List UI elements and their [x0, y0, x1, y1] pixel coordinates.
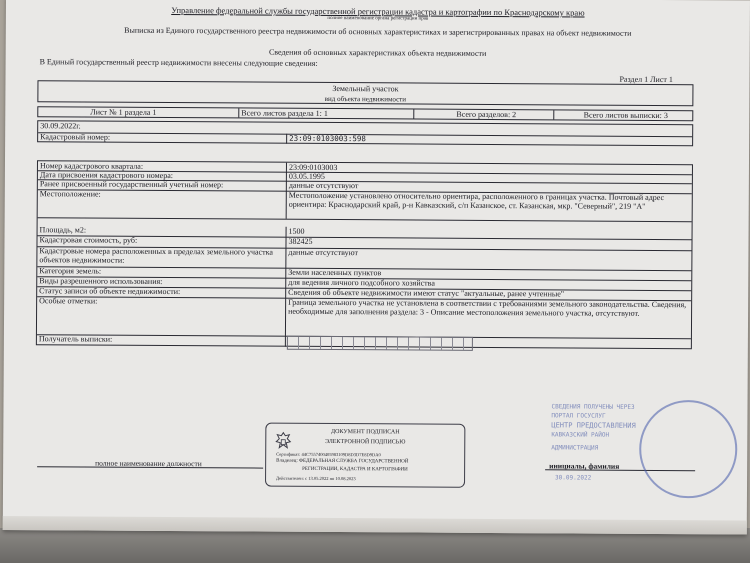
document-page	[3, 0, 750, 535]
cadastral-label: Кадастровый номер:	[40, 132, 111, 142]
sheet-number: Лист № 1 раздела 1	[90, 107, 157, 117]
stamp-certificate: Сертификат: 44С7557400405983109D8D3D7E8D9DA0	[276, 451, 381, 458]
row-label: Площадь, м2:	[39, 225, 87, 235]
seal-line-2: ПОРТАЛ ГОСУСЛУГ	[551, 412, 606, 420]
electronic-signature-stamp	[265, 423, 465, 488]
recipient-comb-field	[287, 336, 473, 351]
row-label: Кадастровые номера расположенных в пределах земельного участка объектов недвижимости:	[39, 246, 273, 265]
seal-line-5: АДМИНИСТРАЦИЯ	[551, 444, 599, 452]
stamp-title: ДОКУМЕНТ ПОДПИСАН	[331, 428, 400, 436]
row-value: данные отсутствуют	[285, 248, 690, 270]
total-pages: Всего листов выписки: 3	[553, 110, 697, 120]
table-row	[38, 189, 692, 222]
row-value: данные отсутствуют	[286, 181, 691, 193]
row-label: Дата присвоения кадастрового номера:	[39, 170, 174, 181]
row-label: Ранее присвоенный государственный учетный номер:	[39, 179, 224, 190]
intro-text: В Единый государственный реестр недвижимости внесены следующие сведения:	[39, 57, 318, 68]
characteristics-table	[36, 160, 693, 349]
row-value: 03.05.1995	[286, 172, 691, 183]
seal-date: 30.09.2022	[555, 474, 592, 482]
row-label: Особые отметки:	[39, 296, 98, 306]
row-value: для ведения личного подсобного хозяйства	[285, 278, 690, 290]
row-value: 382425	[285, 237, 690, 250]
total-sheets: Всего листов раздела 1: 1	[238, 108, 413, 118]
row-label: Получатель выписки:	[38, 334, 113, 344]
round-seal	[639, 400, 738, 499]
issuing-organization: Управление федеральной службы государственной регистрации кадастра и картографии по Краснодарскому краю	[171, 5, 585, 18]
stamp-subtitle: ЭЛЕКТРОННОЙ ПОДПИСЬЮ	[325, 438, 406, 446]
row-label: Номер кадастрового квартала:	[39, 161, 144, 171]
row-value: 23:09:0103003	[286, 163, 691, 174]
row-value: Местоположение установлено относительно ориентира, расположенного в границах участка. Почтовый адрес ориентира: Краснодарский край, р-н Кавказский, с/п Казанское, ст. Казанская, мкр. "Северный", 219 "А"	[286, 191, 691, 221]
row-value: 1500	[286, 227, 691, 239]
row-label: Виды разрешенного использования:	[39, 276, 163, 286]
stamp-owner: Владелец: ФЕДЕРАЛЬНАЯ СЛУЖБА ГОСУДАРСТВЕННОЙ	[276, 458, 409, 465]
sheet-info-bar	[37, 106, 693, 121]
section-title: Сведения об основных характеристиках объекта недвижимости	[268, 47, 487, 58]
document-title: Выписка из Единого государственного реестра недвижимости об основных характеристиках и зарегистрированных правах на объект недвижимости	[124, 25, 632, 38]
stamp-validity: Действителен: с 13.05.2022 по 10.08.2023	[276, 475, 356, 482]
name-caption: инициалы, фамилия	[549, 461, 620, 471]
extract-date: 30.09.2022г.	[40, 121, 81, 131]
row-label: Статус записи об объекте недвижимости:	[39, 286, 181, 297]
row-label: Кадастровая стоимость, руб:	[39, 235, 138, 245]
row-label: Местоположение:	[39, 189, 101, 199]
row-value: Граница земельного участка не установлена в соответствии с требованиями земельного законодательства. Сведения, необходимые для заполнения раздела: 3 - Описание местоположения земельного участка, отсутствуют.	[285, 298, 690, 338]
table-row	[37, 296, 691, 339]
cadastral-number: 23:09:0103003:598	[286, 134, 691, 146]
organization-caption: полное наименование органа регистрации прав	[327, 15, 429, 22]
date-cadastral-box	[37, 120, 693, 146]
object-type-box	[37, 80, 693, 106]
row-label: Категория земель:	[39, 266, 102, 276]
object-type: Земельный участок	[332, 83, 399, 94]
total-sections: Всего разделов: 2	[413, 109, 558, 119]
row-value: Сведения об объекте недвижимости имеют статус "актуальные, ранее учтенные"	[285, 288, 690, 300]
seal-line-3: ЦЕНТР ПРЕДОСТАВЛЕНИЯ	[551, 421, 636, 430]
stamp-owner-line2: РЕГИСТРАЦИИ, КАДАСТРА И КАРТОГРАФИИ	[302, 466, 408, 473]
row-value: Земли населенных пунктов	[285, 268, 690, 280]
section-reference: Раздел 1 Лист 1	[619, 74, 673, 85]
seal-line-1: СВЕДЕНИЯ ПОЛУЧЕНЫ ЧЕРЕЗ	[551, 403, 635, 411]
position-caption: полное наименование должности	[95, 458, 202, 469]
object-type-caption: вид объекта недвижимости	[324, 94, 407, 104]
seal-line-4: КАВКАЗСКИЙ РАЙОН	[551, 431, 610, 439]
